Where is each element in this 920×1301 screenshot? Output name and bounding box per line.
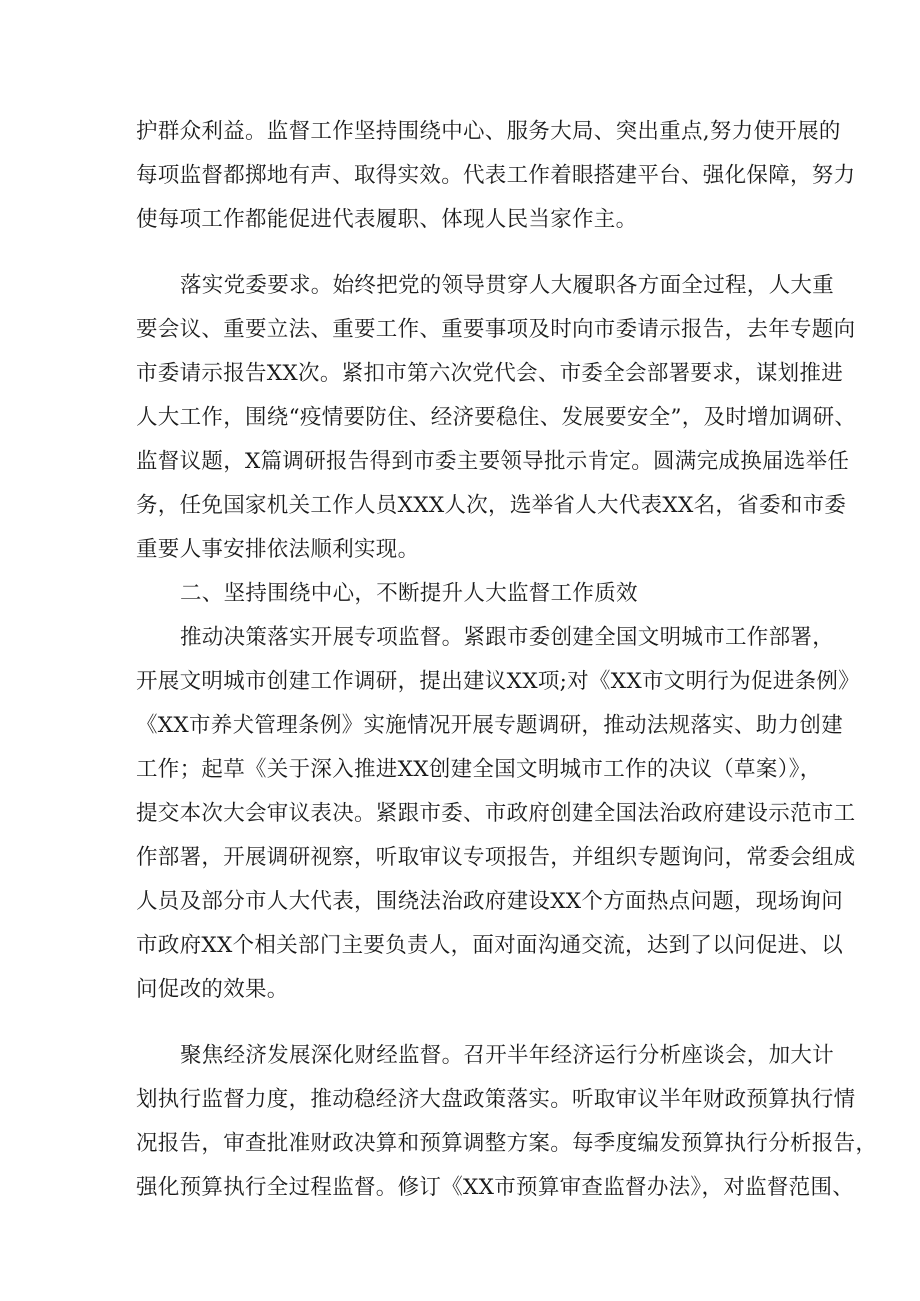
paragraph-start-line: 落实党委要求。始终把党的领导贯穿人大履职各方面全过程，人大重 (180, 273, 835, 298)
text-line: 划执行监督力度，推动稳经济大盘政策落实。听取审议半年财政预算执行情 (136, 1087, 856, 1112)
paragraph-start-line: 推动决策落实开展专项监督。紧跟市委创建全国文明城市工作部署， (180, 625, 835, 650)
text-line: 务，任免国家机关工作人员XXX人次，选举省人大代表XX名，省委和市委 (136, 493, 847, 518)
text-line: 人大工作，围绕“疫情要防住、经济要稳住、发展要安全”，及时增加调研、 (136, 405, 857, 430)
text-line: 重要人事安排依法顺利实现。 (136, 537, 420, 562)
text-line: 《XX市养犬管理条例》实施情况开展专题调研，推动法规落实、助力创建 (136, 713, 844, 738)
text-line: 每项监督都掷地有声、取得实效。代表工作着眼搭建平台、强化保障，努力 (136, 163, 856, 188)
text-line: 况报告，审查批准财政决算和预算调整方案。每季度编发预算执行分析报告， (136, 1131, 878, 1156)
text-line: 市委请示报告XX次。紧扣市第六次党代会、市委全会部署要求，谋划推进 (136, 361, 844, 386)
text-line: 开展文明城市创建工作调研，提出建议XX项;对《XX市文明行为促进条例》 (136, 669, 860, 694)
text-line: 作部署，开展调研视察，听取审议专项报告，并组织专题询问，常委会组成 (136, 845, 856, 870)
text-line: 护群众利益。监督工作坚持围绕中心、服务大局、突出重点,努力使开展的 (136, 119, 841, 144)
text-line: 提交本次大会审议表决。紧跟市委、市政府创建全国法治政府建设示范市工 (136, 801, 856, 826)
text-line: 工作；起草《关于深入推进XX创建全国文明城市工作的决议（草案）》， (136, 757, 822, 782)
text-line: 监督议题，X篇调研报告得到市委主要领导批示肯定。圆满完成换届选举任 (136, 449, 850, 474)
paragraph-start-line: 聚焦经济发展深化财经监督。召开半年经济运行分析座谈会，加大计 (180, 1043, 835, 1068)
text-line: 市政府XX个相关部门主要负责人，面对面沟通交流，达到了以问促进、以 (136, 933, 844, 958)
text-line: 人员及部分市人大代表，围绕法治政府建设XX个方面热点问题，现场询问 (136, 889, 844, 914)
text-line: 强化预算执行全过程监督。修订《XX市预算审查监督办法》，对监督范围、 (136, 1175, 855, 1200)
text-line: 问促改的效果。 (136, 977, 289, 1002)
text-line: 要会议、重要立法、重要工作、重要事项及时向市委请示报告，去年专题向 (136, 317, 856, 342)
section-heading: 二、坚持围绕中心，不断提升人大监督工作质效 (180, 581, 638, 606)
text-line: 使每项工作都能促进代表履职、体现人民当家作主。 (136, 207, 638, 232)
